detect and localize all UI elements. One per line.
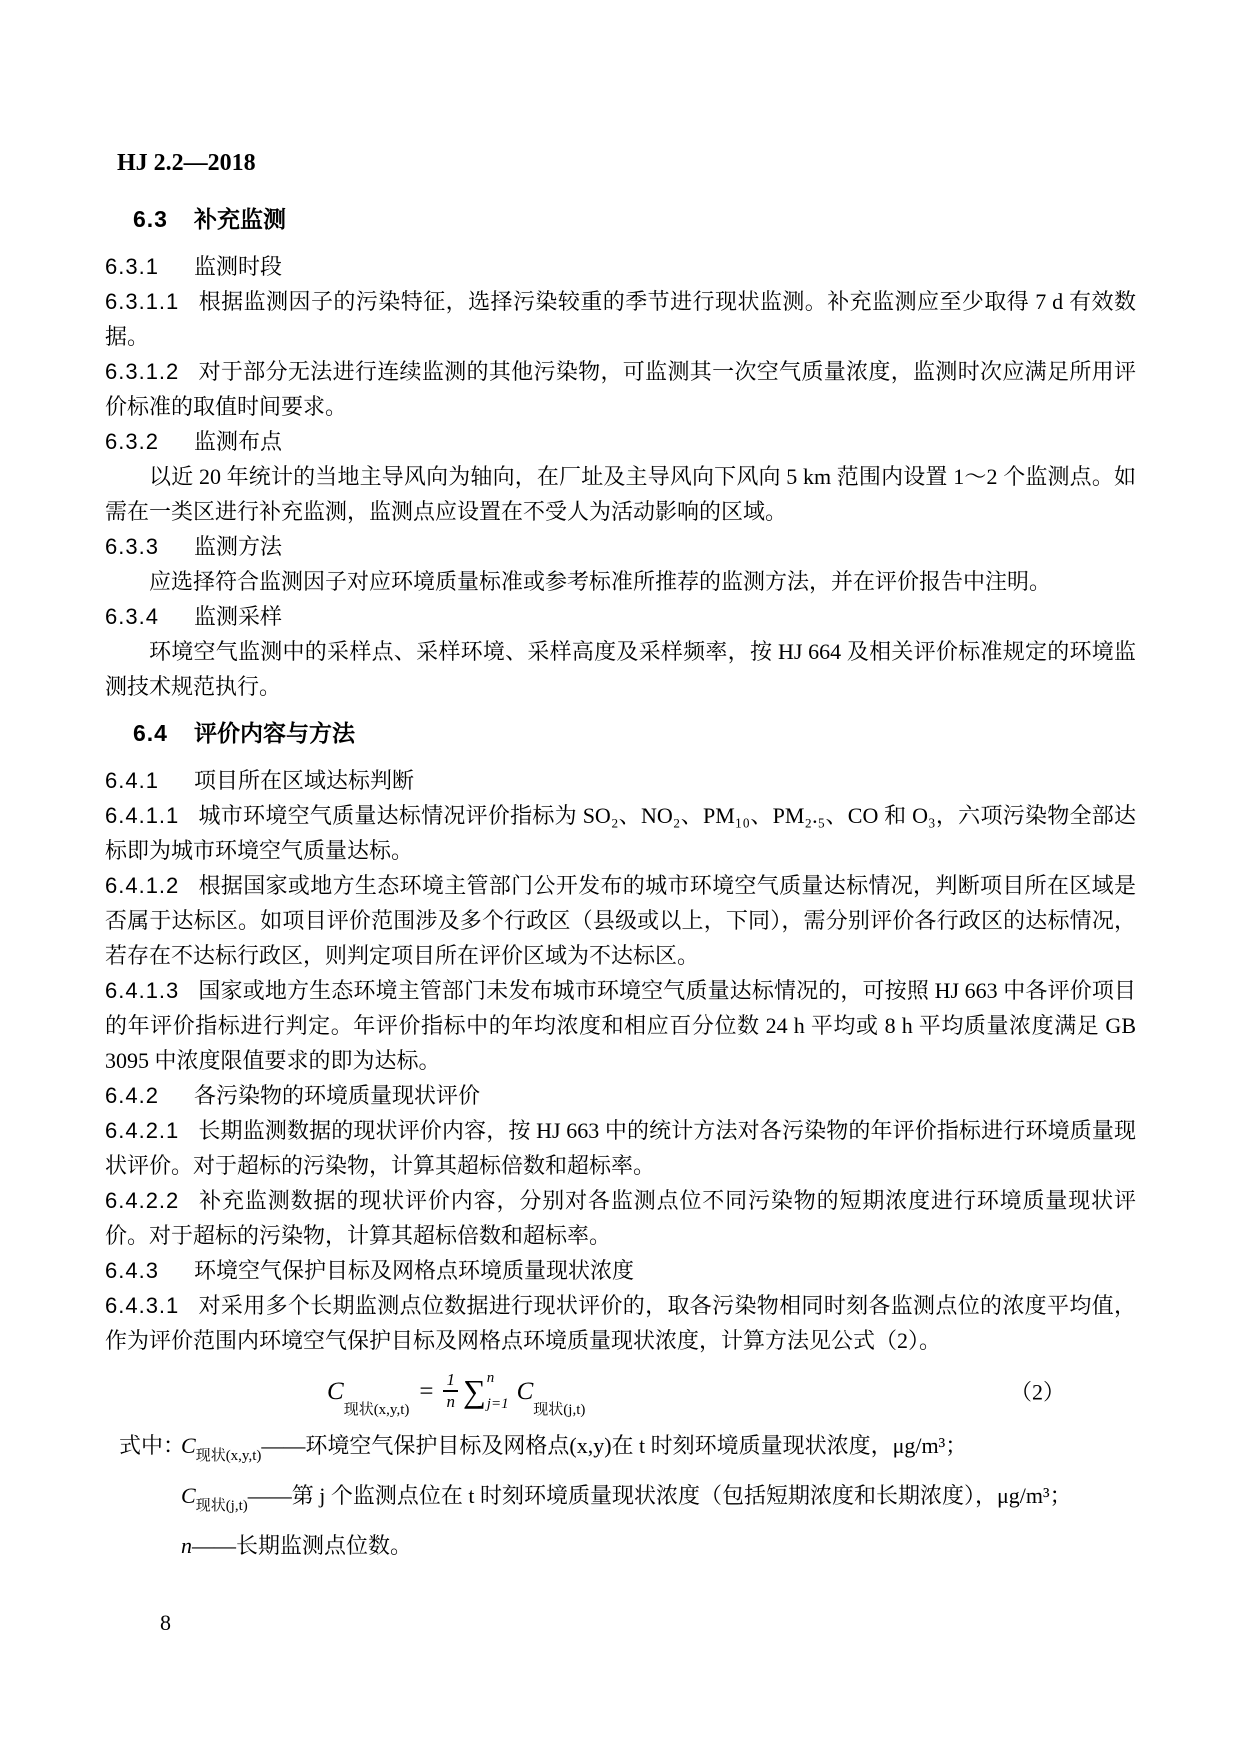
where-item-2 bbox=[119, 1476, 1136, 1526]
fraction-denominator: n bbox=[446, 1392, 455, 1411]
sigma-upper-limit: n bbox=[486, 1370, 495, 1386]
where-dash: —— bbox=[247, 1483, 292, 1508]
section-title: 环境空气保护目标及网格点环境质量现状浓度 bbox=[193, 1258, 634, 1283]
paragraph-text: 长期监测数据的现状评价内容，按 HJ 663 中的统计方法对各污染物的年评价指标进行环境质量现状评价。对于超标的污染物，计算其超标倍数和超标率。 bbox=[105, 1118, 1136, 1178]
sigma-symbol: ∑ bbox=[462, 1373, 486, 1409]
heading-6-3-4 bbox=[105, 599, 1136, 634]
formula-lhs-subscript: 现状(x,y,t) bbox=[343, 1402, 410, 1418]
formula-lhs-base: C bbox=[327, 1377, 344, 1405]
document-body bbox=[105, 150, 1136, 1576]
section-number: 6.3.1 bbox=[105, 254, 159, 279]
paragraph-text: 补充监测数据的现状评价内容，分别对各监测点位不同污染物的短期浓度进行环境质量现状评价。对于超标的污染物，计算其超标倍数和超标率。 bbox=[105, 1188, 1136, 1248]
paragraph-number: 6.4.1.2 bbox=[105, 873, 180, 898]
section-title: 监测方法 bbox=[193, 534, 282, 559]
where-term-base: C bbox=[181, 1433, 196, 1458]
para-6-3-4-body bbox=[105, 634, 1136, 704]
where-item-1 bbox=[119, 1426, 1136, 1476]
fraction-numerator: 1 bbox=[443, 1370, 458, 1392]
paragraph-text: 以近 20 年统计的当地主导风向为轴向，在厂址及主导风向下风向 5 km 范围内设置 1～2 个监测点。如需在一类区进行补充监测，监测点应设置在不受人为活动影响的区域。 bbox=[105, 464, 1136, 524]
where-item-3 bbox=[119, 1526, 1136, 1576]
where-definitions bbox=[119, 1426, 1136, 1576]
para-6-4-1-3 bbox=[105, 973, 1136, 1078]
section-title: 监测时段 bbox=[193, 254, 282, 279]
where-term-subscript: 现状(x,y,t) bbox=[195, 1448, 262, 1464]
sigma-lower-limit: j=1 bbox=[486, 1395, 509, 1412]
heading-6-3-3 bbox=[105, 529, 1136, 564]
where-definition: 长期监测点位数。 bbox=[236, 1533, 413, 1558]
where-term-subscript: 现状(j,t) bbox=[195, 1498, 248, 1514]
heading-6-3 bbox=[133, 202, 1136, 237]
paragraph-number: 6.4.2.2 bbox=[105, 1188, 180, 1213]
page-number: 8 bbox=[160, 1610, 171, 1635]
section-number: 6.4.3 bbox=[105, 1258, 159, 1283]
where-dash: —— bbox=[261, 1433, 306, 1458]
heading-6-4 bbox=[133, 716, 1136, 751]
paragraph-text: 对采用多个长期监测点位数据进行现状评价的，取各污染物相同时刻各监测点位的浓度平均值，作为评价范围内环境空气保护目标及网格点环境质量现状浓度，计算方法见公式（2）。 bbox=[105, 1293, 1136, 1353]
section-title: 监测布点 bbox=[193, 429, 282, 454]
paragraph-text: 城市环境空气质量达标情况评价指标为 SO₂、NO₂、PM₁₀、PM₂.₅、CO 和 O₃，六项污染物全部达标即为城市环境空气质量达标。 bbox=[105, 803, 1136, 863]
para-6-3-3-body bbox=[105, 564, 1136, 599]
section-title: 评价内容与方法 bbox=[193, 720, 355, 746]
section-number: 6.3.4 bbox=[105, 604, 159, 629]
where-label: 式中： bbox=[119, 1433, 186, 1458]
section-number: 6.3.3 bbox=[105, 534, 159, 559]
where-term-base: n bbox=[181, 1533, 192, 1558]
section-title: 监测采样 bbox=[193, 604, 282, 629]
para-6-4-2-1 bbox=[105, 1113, 1136, 1183]
heading-6-4-1 bbox=[105, 763, 1136, 798]
section-number: 6.3.2 bbox=[105, 429, 159, 454]
paragraph-text: 国家或地方生态环境主管部门未发布城市环境空气质量达标情况的，可按照 HJ 663 中各评价项目的年评价指标进行判定。年评价指标中的年均浓度和相应百分位数 24 h 平均或 8 h 平均质量浓度满足 GB 3095 中浓度限值要求的即为达标。 bbox=[105, 978, 1136, 1073]
where-definition: 环境空气保护目标及网格点(x,y)在 t 时刻环境质量现状浓度，μg/m³； bbox=[305, 1433, 968, 1458]
section-number: 6.4.2 bbox=[105, 1083, 159, 1108]
where-term-base: C bbox=[181, 1483, 196, 1508]
paragraph-text: 对于部分无法进行连续监测的其他污染物，可监测其一次空气质量浓度，监测时次应满足所用评价标准的取值时间要求。 bbox=[105, 359, 1136, 419]
para-6-3-1-2 bbox=[105, 354, 1136, 424]
section-number: 6.4 bbox=[133, 720, 168, 746]
paragraph-text: 应选择符合监测因子对应环境质量标准或参考标准所推荐的监测方法，并在评价报告中注明。 bbox=[149, 569, 1052, 594]
para-6-4-1-2 bbox=[105, 868, 1136, 973]
section-title: 项目所在区域达标判断 bbox=[193, 768, 414, 793]
formula-rhs-subscript: 现状(j,t) bbox=[533, 1402, 586, 1418]
heading-6-4-2 bbox=[105, 1078, 1136, 1113]
paragraph-number: 6.4.1.1 bbox=[105, 803, 180, 828]
sigma-limits bbox=[487, 1370, 509, 1412]
paragraph-number: 6.4.2.1 bbox=[105, 1118, 180, 1143]
heading-6-4-3 bbox=[105, 1253, 1136, 1288]
where-dash: —— bbox=[192, 1533, 236, 1558]
para-6-4-1-1 bbox=[105, 798, 1136, 868]
paragraph-number: 6.3.1.1 bbox=[105, 289, 180, 314]
fraction-one-over-n bbox=[443, 1370, 458, 1411]
section-number: 6.4.1 bbox=[105, 768, 159, 793]
equals-sign: = bbox=[419, 1377, 434, 1405]
paragraph-text: 根据监测因子的污染特征，选择污染较重的季节进行现状监测。补充监测应至少取得 7 d 有效数据。 bbox=[105, 289, 1136, 349]
doc-code-header: HJ 2.2—2018 bbox=[117, 150, 256, 176]
heading-6-3-1 bbox=[105, 249, 1136, 284]
section-title: 补充监测 bbox=[193, 206, 286, 232]
section-title: 各污染物的环境质量现状评价 bbox=[193, 1083, 480, 1108]
heading-6-3-2 bbox=[105, 424, 1136, 459]
para-6-4-3-1 bbox=[105, 1288, 1136, 1358]
formula-rhs-base: C bbox=[516, 1377, 534, 1405]
equation-number: （2） bbox=[1009, 1379, 1065, 1405]
where-definition: 第 j 个监测点位在 t 时刻环境质量现状浓度（包括短期浓度和长期浓度），μg/m³； bbox=[291, 1483, 1072, 1508]
paragraph-number: 6.3.1.2 bbox=[105, 359, 180, 384]
formula-expression bbox=[327, 1370, 586, 1418]
para-6-3-1-1 bbox=[105, 284, 1136, 354]
paragraph-text: 根据国家或地方生态环境主管部门公开发布的城市环境空气质量达标情况，判断项目所在区域是否属于达标区。如项目评价范围涉及多个行政区（县级或以上，下同），需分别评价各行政区的达标情况，若存在不达标行政区，则判定项目所在评价区域为不达标区。 bbox=[105, 873, 1136, 968]
paragraph-number: 6.4.3.1 bbox=[105, 1293, 180, 1318]
equation-2 bbox=[105, 1362, 1136, 1420]
section-number: 6.3 bbox=[133, 206, 168, 232]
para-6-3-2-body bbox=[105, 459, 1136, 529]
paragraph-text: 环境空气监测中的采样点、采样环境、采样高度及采样频率，按 HJ 664 及相关评价标准规定的环境监测技术规范执行。 bbox=[105, 639, 1136, 699]
para-6-4-2-2 bbox=[105, 1183, 1136, 1253]
paragraph-number: 6.4.1.3 bbox=[105, 978, 180, 1003]
